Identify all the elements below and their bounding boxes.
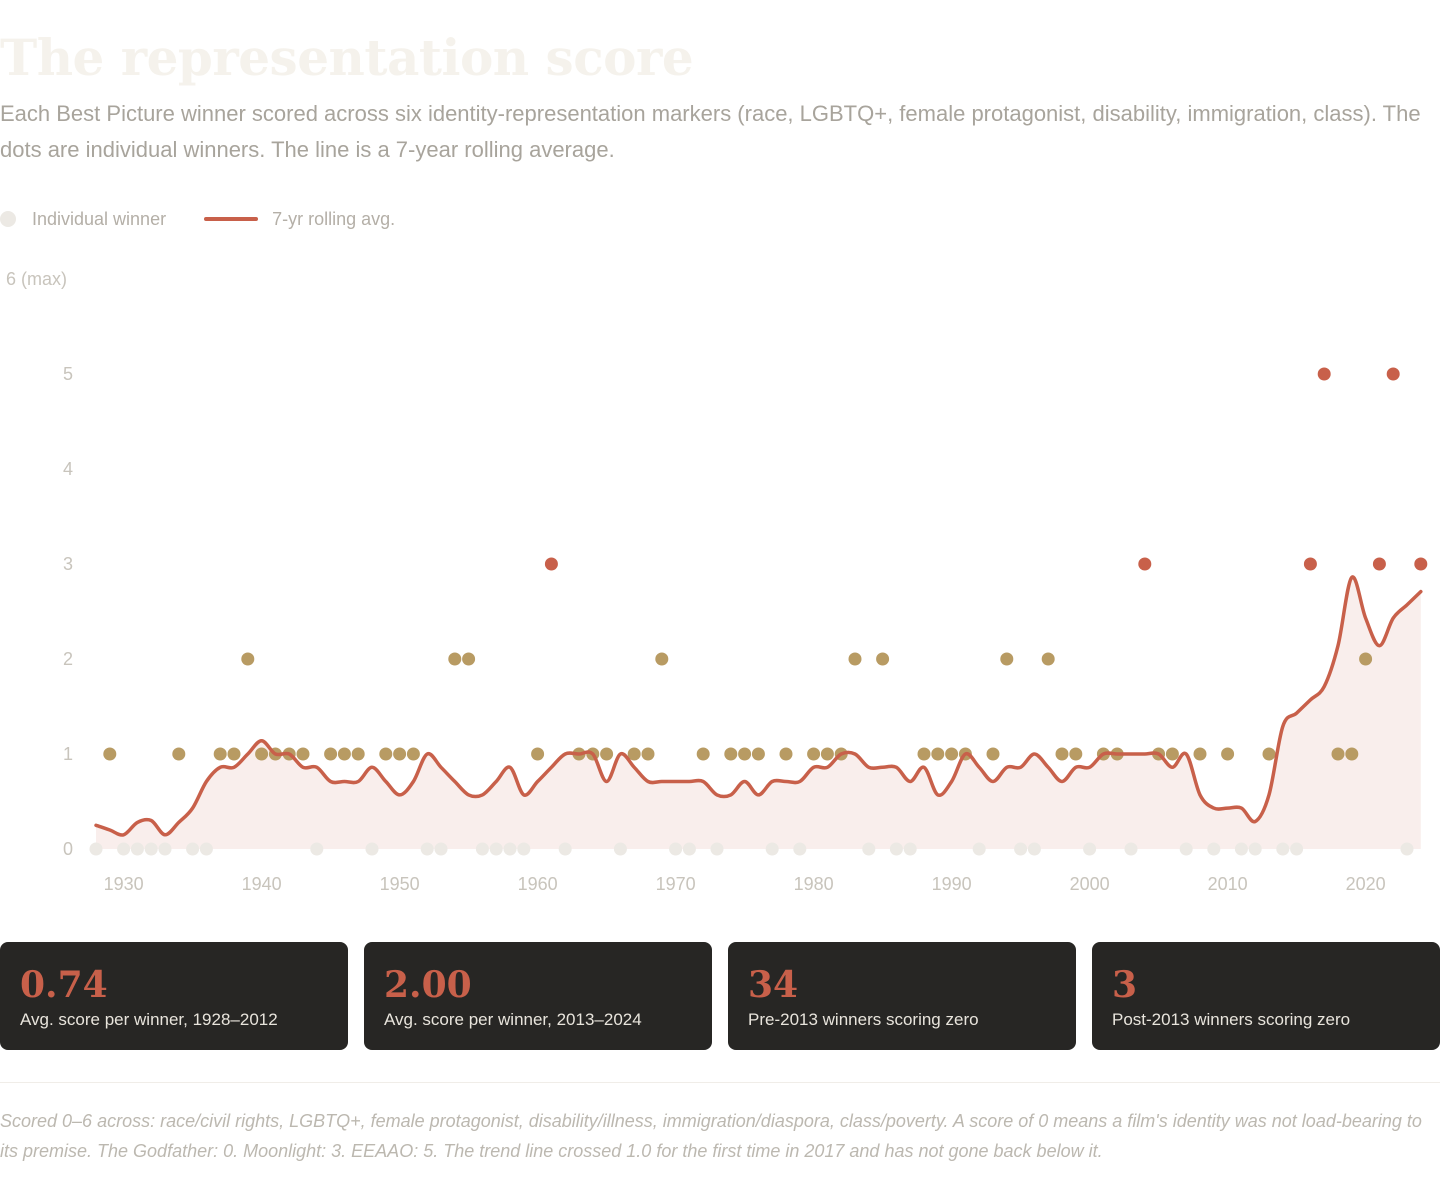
winner-dot <box>1042 653 1055 666</box>
winner-dot <box>1083 843 1096 856</box>
winner-dot <box>1318 368 1331 381</box>
legend-label-rolling-avg: 7-yr rolling avg. <box>272 208 396 229</box>
winner-dot <box>504 843 517 856</box>
winner-dot <box>379 748 392 761</box>
winner-dot <box>973 843 986 856</box>
winner-dot <box>849 653 862 666</box>
winner-dot <box>297 748 310 761</box>
winner-dot <box>131 843 144 856</box>
winner-dot <box>145 843 158 856</box>
y-tick-label: 2 <box>62 649 73 669</box>
winner-dot <box>1028 843 1041 856</box>
winner-dot <box>683 843 696 856</box>
y-tick-label: 3 <box>62 554 73 574</box>
winner-dot <box>738 748 751 761</box>
winner-dot <box>421 843 434 856</box>
winner-dot <box>517 843 530 856</box>
x-tick-label: 2010 <box>1207 874 1248 894</box>
winner-dot <box>1166 748 1179 761</box>
winner-dot <box>559 843 572 856</box>
x-tick-label: 1950 <box>379 874 420 894</box>
winner-dot <box>103 748 116 761</box>
winner-dot <box>669 843 682 856</box>
winner-dot <box>462 653 475 666</box>
winner-dot <box>200 843 213 856</box>
x-tick-label: 2020 <box>1345 874 1386 894</box>
winner-dot <box>366 843 379 856</box>
winner-dot <box>545 558 558 571</box>
winner-dot <box>1290 843 1303 856</box>
winner-dot <box>876 653 889 666</box>
winner-dot <box>890 843 903 856</box>
stat-card-post-2013-avg <box>364 942 712 1050</box>
winner-dot <box>1069 748 1082 761</box>
stat-value: 2.00 <box>384 964 472 1006</box>
x-tick-label: 1960 <box>517 874 558 894</box>
legend-item-winner <box>0 209 166 230</box>
winner-dot <box>407 748 420 761</box>
winner-dot <box>655 653 668 666</box>
winner-dot <box>448 653 461 666</box>
stat-label: Pre-2013 winners scoring zero <box>748 1010 979 1029</box>
winner-dot <box>807 748 820 761</box>
winner-dot <box>1180 843 1193 856</box>
stat-label: Avg. score per winner, 1928–2012 <box>20 1010 278 1029</box>
winner-dot <box>862 843 875 856</box>
winner-dot <box>1000 653 1013 666</box>
winner-dot <box>793 843 806 856</box>
stat-card-pre-2013-avg <box>0 942 348 1050</box>
winner-dot <box>1138 558 1151 571</box>
winner-dot <box>338 748 351 761</box>
winner-dot <box>186 843 199 856</box>
divider <box>0 1082 1440 1083</box>
winner-dot <box>393 748 406 761</box>
winner-dot <box>614 843 627 856</box>
winner-dot <box>1221 748 1234 761</box>
winner-dot <box>904 843 917 856</box>
stat-label: Avg. score per winner, 2013–2024 <box>384 1010 642 1029</box>
winner-dot <box>159 843 172 856</box>
y-tick-label: 5 <box>62 364 73 384</box>
winner-dot <box>1249 843 1262 856</box>
winner-dot <box>310 843 323 856</box>
winner-dot <box>1194 748 1207 761</box>
legend-line-marker <box>204 217 258 221</box>
winner-dot <box>1401 843 1414 856</box>
winner-dot <box>697 748 710 761</box>
chart-legend <box>0 206 433 232</box>
winner-dot <box>324 748 337 761</box>
winner-dot <box>642 748 655 761</box>
y-tick-label: 0 <box>62 839 73 859</box>
x-tick-label: 1940 <box>241 874 282 894</box>
winner-dot <box>241 653 254 666</box>
winner-dot <box>228 748 241 761</box>
stat-card-pre-2013-zero <box>728 942 1076 1050</box>
winner-dot <box>766 843 779 856</box>
winner-dot <box>724 748 737 761</box>
winner-dot <box>600 748 613 761</box>
x-tick-label: 1980 <box>793 874 834 894</box>
y-tick-label: 4 <box>62 459 73 479</box>
winner-dot <box>1125 843 1138 856</box>
winner-dot <box>931 748 944 761</box>
winner-dot <box>1414 558 1427 571</box>
winner-dot <box>711 843 724 856</box>
winner-dot <box>1359 653 1372 666</box>
stat-cards <box>0 942 1440 1050</box>
winner-dot <box>1304 558 1317 571</box>
stat-value: 3 <box>1112 964 1138 1006</box>
x-tick-label: 2000 <box>1069 874 1110 894</box>
legend-label-winner: Individual winner <box>32 208 167 229</box>
x-tick-label: 1990 <box>931 874 972 894</box>
legend-dot-marker <box>0 211 16 227</box>
legend-item-rolling-avg <box>204 209 395 230</box>
winner-dot <box>1387 368 1400 381</box>
winner-dot <box>490 843 503 856</box>
winner-dot <box>1332 748 1345 761</box>
winner-dot <box>752 748 765 761</box>
stat-label: Post-2013 winners scoring zero <box>1112 1010 1351 1029</box>
winner-dot <box>172 748 185 761</box>
winner-dot <box>918 748 931 761</box>
y-max-label: 6 (max) <box>6 269 68 289</box>
representation-chart <box>0 250 1440 900</box>
methodology-footnote: Scored 0–6 across: race/civil rights, LGBTQ+, female protagonist, disability/illness, immigration/diaspora, class/poverty. A score of 0 means a film's identity was not load-bearing to its premise. The Godfather: 0. Moonlight: 3. EEAAO: 5. The trend line crossed 1.0 for the first time in 2017 and has not gone back below it. <box>0 1111 1422 1161</box>
x-tick-label: 1930 <box>103 874 144 894</box>
chart-subtitle: Each Best Picture winner scored across six identity-representation markers (race, LGBTQ+, female protagonist, disability, immigration, class). The dots are individual winners. The line is a 7-year rolling average. <box>0 101 1421 162</box>
winner-dot <box>255 748 268 761</box>
stat-value: 0.74 <box>20 964 108 1006</box>
winner-dot <box>476 843 489 856</box>
stat-card-post-2013-zero <box>1092 942 1440 1050</box>
winner-dot <box>780 748 793 761</box>
y-tick-label: 1 <box>62 744 73 764</box>
page-title: The representation score <box>0 28 694 87</box>
winner-dot <box>1276 843 1289 856</box>
x-tick-label: 1970 <box>655 874 696 894</box>
winner-dot <box>987 748 1000 761</box>
winner-dot <box>90 843 103 856</box>
winner-dot <box>435 843 448 856</box>
winner-dot <box>117 843 130 856</box>
winner-dot <box>1235 843 1248 856</box>
winner-dot <box>1263 748 1276 761</box>
winner-dot <box>1014 843 1027 856</box>
winner-dot <box>214 748 227 761</box>
winner-dot <box>1056 748 1069 761</box>
winner-dot <box>1207 843 1220 856</box>
winner-dot <box>1345 748 1358 761</box>
stat-value: 34 <box>748 964 799 1006</box>
winner-dot <box>821 748 834 761</box>
winner-dot <box>1373 558 1386 571</box>
winner-dot <box>531 748 544 761</box>
winner-dot <box>945 748 958 761</box>
winner-dot <box>352 748 365 761</box>
